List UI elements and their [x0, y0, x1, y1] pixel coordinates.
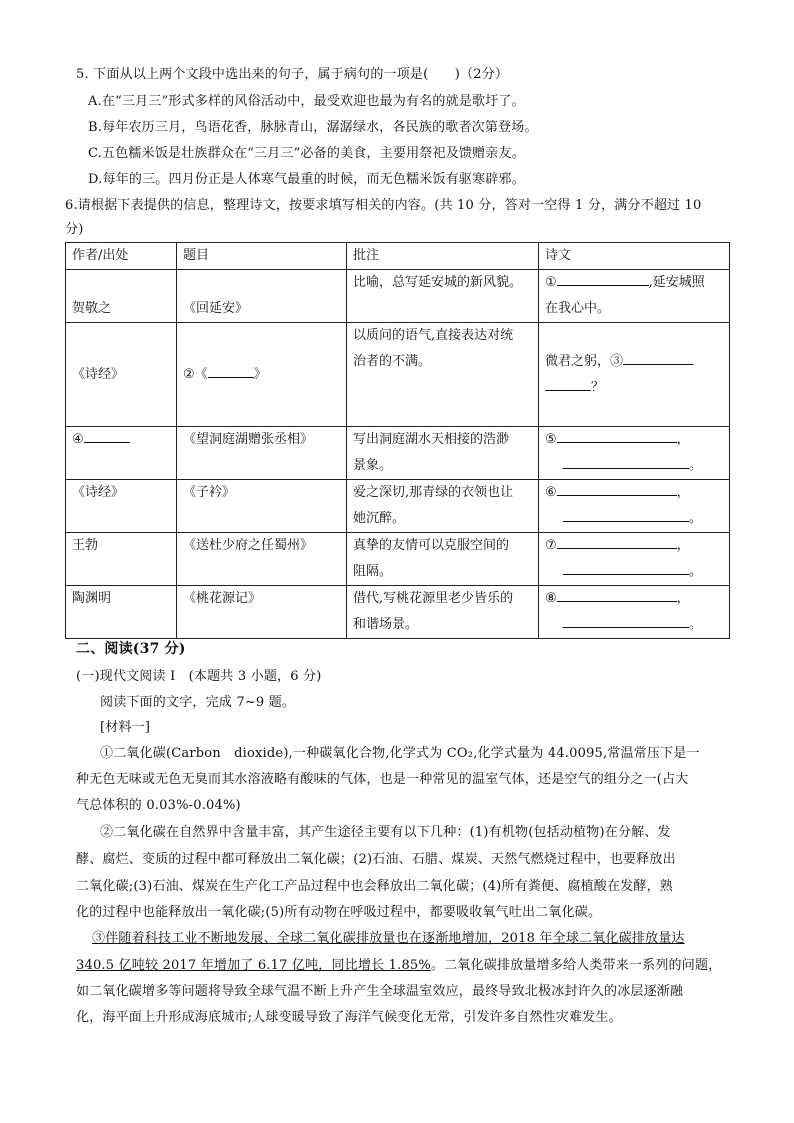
- poem-number: ①: [545, 275, 557, 290]
- option-b: B.每年农历三月，鸟语花香，脉脉青山，潺潺绿水，各民族的歌者次第登场。: [88, 120, 538, 135]
- cell-note: [347, 480, 539, 533]
- cell-author: 《诗经》: [66, 323, 177, 427]
- cell-author: 王勃: [66, 533, 177, 586]
- reading-instruction: 阅读下面的文字，完成 7~9 题。: [100, 695, 296, 710]
- cell-author: 贺敬之: [66, 270, 177, 323]
- note-line: 以质问的语气,直接表达对统: [353, 328, 514, 343]
- answer-blank-6a[interactable]: [557, 481, 677, 496]
- answer-blank-3-cont[interactable]: [545, 376, 591, 391]
- paragraph-3-line: 化，海平面上升形成海底城市;人球变暖导致了海洋气候变化无常，引发许多自然性灾难发生。: [76, 1010, 622, 1025]
- note-line: 借代,写桃花源里老少皆乐的: [353, 591, 514, 606]
- poem-text: ？: [591, 379, 605, 395]
- poem-punct: ，: [676, 538, 690, 553]
- cell-poem: [539, 586, 730, 639]
- option-c: C.五色糯米饭是壮族群众在“三月三”必备的美食，主要用祭祀及馈赠亲友。: [88, 146, 525, 161]
- cell-title: 《送杜少府之任蜀州》: [177, 533, 347, 586]
- note-line: 比喻，总写延安城的新风貌。: [353, 275, 523, 290]
- note-line: 真挚的友情可以克服空间的: [353, 538, 510, 553]
- answer-blank-7b[interactable]: [563, 560, 689, 575]
- table-header-row: [66, 243, 730, 270]
- option-d: D.每年的三。四月份正是人体寒气最重的时候，而无色糯米饭有驱寒辟邪。: [88, 172, 525, 187]
- cell-title: 《子衿》: [177, 480, 347, 533]
- paragraph-3-line: 如二氧化碳增多等问题将导致全球气温不断上升产生全球温室效应，最终导致北极冰封许久的冰层逐渐融: [76, 984, 684, 999]
- table-row: [66, 270, 730, 323]
- cell-poem: [539, 270, 730, 323]
- poem-punct: ，: [676, 485, 690, 500]
- option-a: A.在“三月三”形式多样的风俗活动中，最受欢迎也最为有名的就是歌圩了。: [88, 94, 525, 109]
- answer-blank-2[interactable]: [208, 363, 254, 378]
- paragraph-2-line: 二氧化碳;(3)石油、煤炭在生产化工产品过程中也会释放出二氧化碳；(4)所有粪便、腐植酸在发酵，熟: [76, 879, 674, 894]
- header-title: 题目: [177, 243, 347, 270]
- poem-number: ⑧: [545, 591, 557, 606]
- answer-blank-1[interactable]: [557, 271, 649, 286]
- cell-author: 陶渊明: [66, 586, 177, 639]
- note-line: 写出洞庭湖水天相接的浩渺: [353, 432, 510, 447]
- poem-text-line2: 在我心中。: [545, 301, 611, 316]
- cell-title: 《望洞庭湖赠张丞相》: [177, 427, 347, 480]
- question-6-stem-cont: 分): [65, 222, 84, 237]
- note-line: 爱之深切,那青绿的衣领也让: [353, 485, 514, 500]
- title-suffix: 》: [253, 366, 267, 382]
- poem-punct: 。: [689, 564, 703, 579]
- cell-note: [347, 323, 539, 427]
- cell-poem: [539, 533, 730, 586]
- table-row: [66, 480, 730, 533]
- cell-poem: [539, 427, 730, 480]
- poem-number: ⑥: [545, 485, 557, 500]
- cell-note: [347, 533, 539, 586]
- table-row: [66, 427, 730, 480]
- poem-punct: ，: [676, 432, 690, 447]
- paragraph-2-line: 化的过程中也能释放出一氧化碳;(5)所有动物在呼吸过程中，都要吸收氧气吐出二氧化碳。: [76, 905, 602, 920]
- answer-blank-6b[interactable]: [563, 507, 689, 522]
- note-line: 治者的不满。: [353, 354, 432, 369]
- cell-author: [66, 427, 177, 480]
- answer-blank-8b[interactable]: [563, 613, 689, 628]
- header-author: 作者/出处: [66, 243, 177, 270]
- answer-blank-5b[interactable]: [563, 454, 689, 469]
- title-prefix: ②《: [183, 366, 208, 382]
- cell-author: 《诗经》: [66, 480, 177, 533]
- poem-text: 微君之躬，③: [545, 353, 624, 369]
- paragraph-3-line: [76, 957, 721, 974]
- note-line: 她沉醉。: [353, 511, 406, 526]
- table-row: [66, 586, 730, 639]
- paragraph-1-line: ①二氧化碳(Carbon dioxide),一种碳氧化合物,化学式为 CO₂,化学式量为 44.0095,常温常压下是一: [100, 746, 700, 761]
- note-line: 景象。: [353, 458, 393, 473]
- answer-blank-7a[interactable]: [557, 534, 677, 549]
- question-5-stem: 5. 下面从以上两个文段中选出来的句子，属于病句的一项是( )（2分）: [76, 67, 509, 82]
- poem-punct: 。: [689, 458, 703, 473]
- poem-text: ,延安城照: [648, 275, 705, 290]
- question-6-stem: 6.请根据下表提供的信息，整理诗文，按要求填写相关的内容。(共 10 分，答对一空得 1 分，满分不超过 10: [65, 198, 702, 213]
- author-number: ④: [72, 432, 84, 447]
- cell-title: 《回延安》: [177, 270, 347, 323]
- table-row: [66, 533, 730, 586]
- cell-note: [347, 586, 539, 639]
- paragraph-3-line: ③伴随着科技工业不断地发展、全球二氧化碳排放量也在逐渐地增加，2018 年全球二氧化碳排放量达: [92, 931, 685, 946]
- cell-poem: [539, 480, 730, 533]
- paragraph-2-line: 酵、腐烂、变质的过程中都可释放出二氧化碳；(2)石油、石腊、煤炭、天然气燃烧过程中，也要释放出: [76, 852, 676, 867]
- poem-number: ⑦: [545, 538, 557, 553]
- poem-number: ⑤: [545, 432, 557, 447]
- paragraph-2-line: ②二氧化碳在自然界中含量丰富，其产生途径主要有以下几种：(1)有机物(包括动植物)在分解、发: [100, 825, 671, 840]
- cell-poem: [539, 323, 730, 427]
- section-2-heading: 二、阅读(37 分): [76, 641, 186, 657]
- answer-blank-8a[interactable]: [557, 587, 677, 602]
- header-note: 批注: [347, 243, 539, 270]
- answer-blank-5a[interactable]: [557, 428, 677, 443]
- answer-blank-4[interactable]: [84, 428, 130, 443]
- header-poem: 诗文: [539, 243, 730, 270]
- cell-note: [347, 270, 539, 323]
- paragraph-1-line: 气总体积的 0.03%-0.04%): [76, 798, 241, 813]
- underlined-sentence: 340.5 亿吨较 2017 年增加了 6.17 亿吨，同比增长 1.85%: [76, 958, 431, 973]
- subsection-heading: (一)现代文阅读 I (本题共 3 小题，6 分): [76, 669, 322, 684]
- material-label: [材料一]: [100, 720, 151, 735]
- poem-punct: ，: [676, 591, 690, 606]
- note-line: 和谐场景。: [353, 617, 419, 632]
- paragraph-1-line: 种无色无味或无色无臭而其水溶液略有酸味的气体，也是一种常见的温室气体，还是空气的组分之一(占大: [76, 772, 689, 787]
- poem-punct: 。: [689, 617, 703, 632]
- cell-title: [177, 323, 347, 427]
- cell-note: [347, 427, 539, 480]
- answer-blank-3[interactable]: [623, 350, 693, 365]
- poem-table: [65, 242, 730, 639]
- table-row: [66, 323, 730, 427]
- sentence-rest: 。二氧化碳排放量增多给人类带来一系列的问题，: [430, 958, 722, 973]
- note-line: 阻隔。: [353, 564, 393, 579]
- cell-title: 《桃花源记》: [177, 586, 347, 639]
- poem-punct: 。: [689, 511, 703, 526]
